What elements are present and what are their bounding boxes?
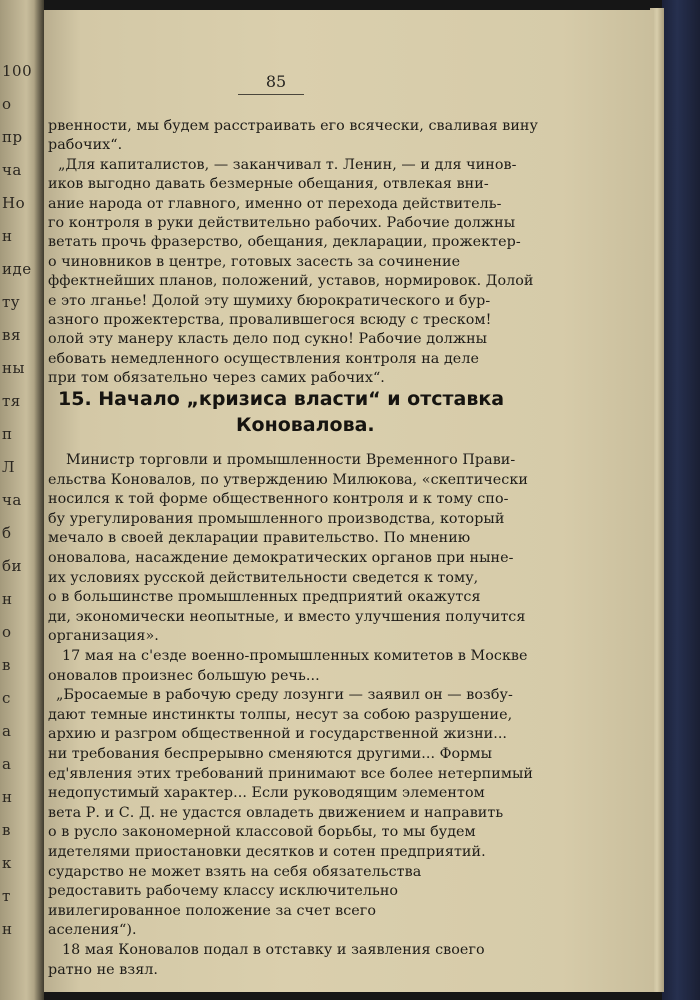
text-line: „Для капиталистов, — заканчивал т. Ленин, — и для чинов-: [58, 156, 517, 173]
text-line: ни требования беспрерывно сменяются другими... Формы: [48, 746, 493, 762]
text-line: носился к той форме общественного контроля и к тому спо-: [48, 491, 509, 508]
text-line: ебовать немедленного осуществления контроля на деле: [48, 350, 479, 367]
text-line: о в большинстве промышленных предприятий окажутся: [48, 589, 481, 606]
text-line: аселения“).: [48, 922, 137, 939]
text-line: ффектнейших планов, положений, уставов, нормировок. Долой: [48, 273, 534, 290]
text-line: организация».: [48, 628, 159, 645]
text-line: е это лганье! Долой эту шумиху бюрократического и бур-: [48, 292, 491, 309]
text-line: ед'явления этих требований принимают все более нетерпимый: [48, 765, 534, 782]
left-page-fragment: в: [2, 821, 11, 839]
left-page-fragment: в: [2, 656, 11, 674]
left-page-fragment: о: [2, 623, 12, 641]
text-line: ветать прочь фразерство, обещания, декларации, прожектер-: [48, 234, 521, 251]
text-line: 17 мая на с'езде военно-промышленных комитетов в Москве: [62, 648, 528, 664]
left-page-fragment: н: [2, 920, 13, 938]
text-line: сударство не может взять на себя обязательства: [48, 863, 422, 880]
left-page-fragment: ча: [2, 161, 22, 179]
text-line: недопустимый характер... Если руководящим элементом: [48, 785, 485, 802]
text-line: го контроля в руки действительно рабочих. Рабочие должны: [48, 215, 516, 231]
left-page-fragment: н: [2, 227, 13, 245]
page-gutter-shadow: [34, 0, 44, 1000]
text-line: рабочих“.: [48, 137, 123, 154]
text-line: вета Р. и С. Д. не удастся овладеть движением и направить: [48, 804, 504, 821]
text-line: рвенности, мы будем расстраивать его всячески, сваливая вину: [48, 118, 538, 134]
text-line: оновалов произнес большую речь...: [48, 667, 320, 684]
left-page-fragment: т: [2, 887, 11, 905]
left-page-fragment: ны: [2, 359, 25, 377]
text-line: „Бросаемые в рабочую среду лозунги — заявил он — возбу-: [56, 687, 513, 704]
left-page-fragment: б: [2, 524, 12, 542]
left-page-fragment: п: [2, 425, 13, 443]
text-line: иков выгодно давать безмерные обещания, отвлекая вни-: [48, 176, 489, 193]
section-heading-continued: Коновалова.: [236, 414, 375, 436]
left-page-fragment: би: [2, 557, 23, 575]
left-page-fragment: о: [2, 95, 12, 113]
text-line: при том обязательно через самих рабочих“.: [48, 370, 385, 387]
page-number: 85: [265, 72, 287, 91]
text-line: идетелями приостановки десятков и сотен предприятий.: [48, 844, 486, 860]
left-page-fragment: тя: [2, 392, 21, 410]
left-page-fragment: пр: [2, 128, 23, 146]
text-line: ратно не взял.: [48, 961, 158, 978]
book-binding: [662, 0, 700, 1000]
book-page: [44, 10, 654, 992]
text-line: ди, экономически неопытные, и вместо улучшения получится: [48, 608, 526, 625]
text-line: олой эту манеру класть дело под сукно! Рабочие должны: [48, 331, 488, 348]
left-page-fragment: иде: [2, 260, 32, 278]
section-heading: 15. Начало „кризиса власти“ и отставка: [58, 388, 505, 410]
left-page-fragment: н: [2, 788, 13, 806]
text-line: Министр торговли и промышленности Временного Прави-: [66, 452, 516, 468]
left-page-fragment: 100: [2, 62, 33, 80]
text-line: бу урегулирования промышленного производства, который: [48, 510, 505, 527]
left-page-fragment: ту: [2, 293, 21, 311]
left-page-fragment: с: [2, 689, 11, 707]
left-page-fragment: а: [2, 722, 12, 740]
text-line: редоставить рабочему классу исключительно: [48, 883, 399, 900]
left-page-fragment: н: [2, 590, 13, 608]
text-line: их условиях русской действительности сведется к тому,: [48, 569, 479, 586]
page-number-rule: [238, 94, 304, 95]
text-line: ельства Коновалов, по утверждению Милюкова, «скептически: [48, 471, 528, 488]
text-line: о чиновников в центре, готовых засесть за сочинение: [48, 253, 461, 270]
text-line: дают темные инстинкты толпы, несут за собою разрушение,: [48, 706, 513, 723]
left-page-fragment: ча: [2, 491, 22, 509]
left-page-fragment: вя: [2, 326, 21, 344]
text-line: азного прожектерства, провалившегося всюду с треском!: [48, 312, 492, 328]
text-line: мечало в своей декларации правительство. По мнению: [48, 530, 471, 547]
left-page-fragment: Ho: [2, 194, 26, 212]
left-page-fragment: к: [2, 854, 12, 872]
left-page-fragment: а: [2, 755, 12, 773]
text-line: ивилегированное положение за счет всего: [48, 902, 376, 919]
previous-page-strip: [0, 0, 44, 1000]
left-page-fragment: Л: [2, 458, 16, 476]
text-line: о в русло закономерной классовой борьбы, то мы будем: [48, 824, 476, 841]
text-line: 18 мая Коновалов подал в отставку и заявления своего: [62, 942, 485, 958]
text-line: архию и разгром общественной и государственной жизни...: [48, 726, 508, 743]
text-line: ание народа от главного, именно от перехода действитель-: [48, 195, 502, 212]
text-line: оновалова, насаждение демократических органов при ныне-: [48, 550, 514, 566]
